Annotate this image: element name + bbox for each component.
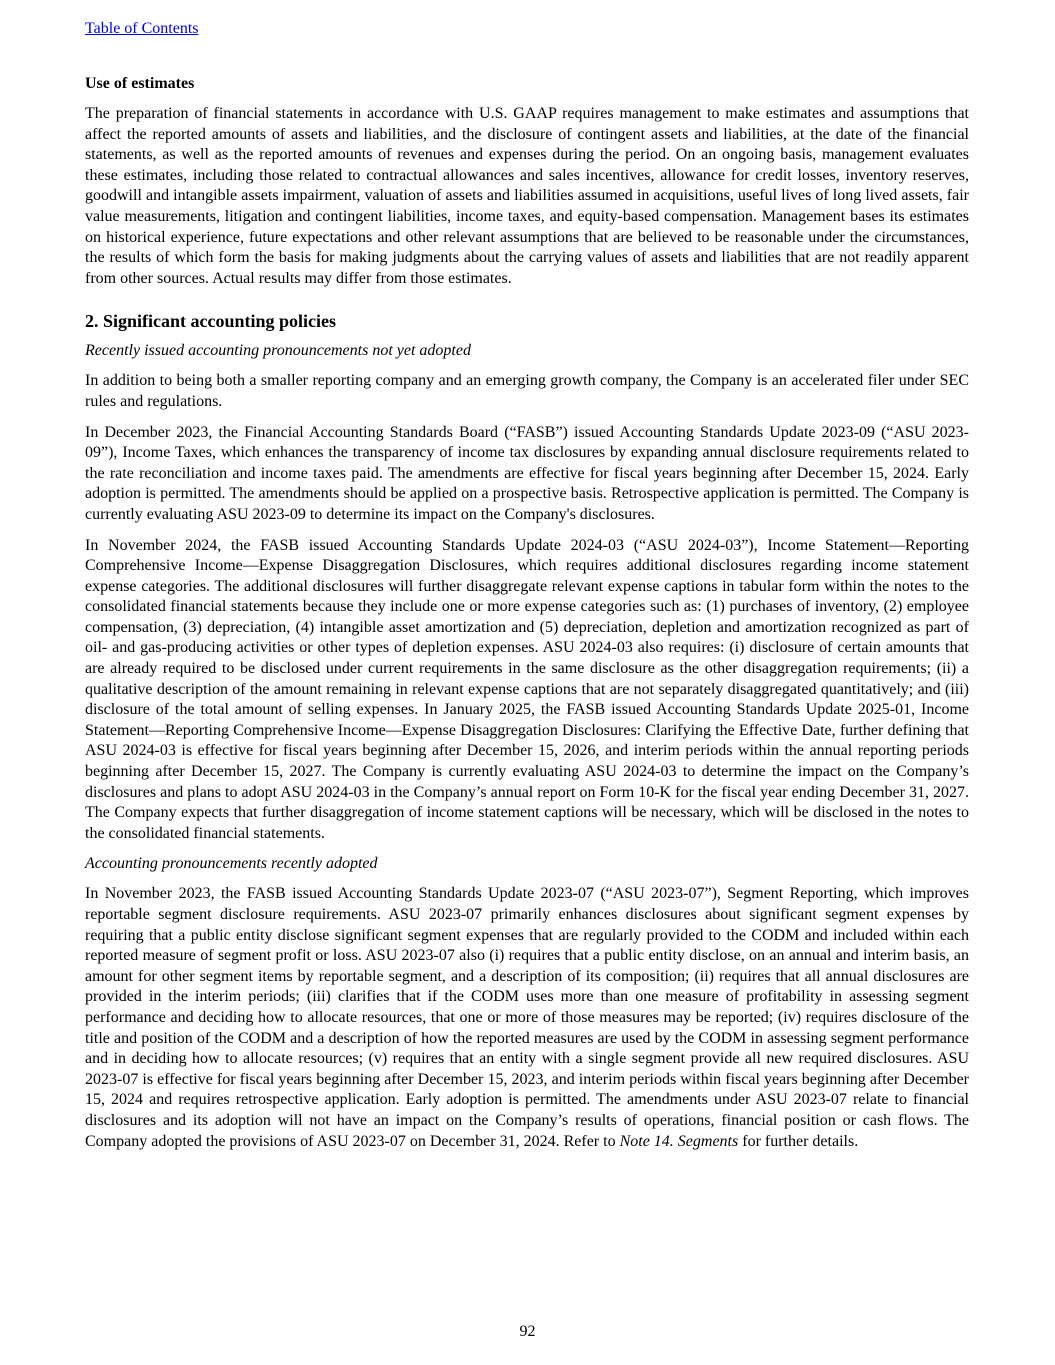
asu-2023-09-paragraph: In December 2023, the Financial Accounting Standards Board (“FASB”) issued Accounting Standards Update 2023-09 (“ASU 2023-09”), Income Taxes, which enhances the transparency of income tax disclosures by expanding annual disclosure requirements related to the rate reconciliation and income taxes paid. The amendments are effective for fiscal years beginning after December 15, 2024. Early adoption is permitted. The amendments should be applied on a prospective basis. Retrospective application is permitted. The Company is currently evaluating ASU 2023-09 to determine its impact on the Company's disclosures. [85, 423, 969, 523]
asu-2023-07-paragraph [85, 884, 969, 1152]
not-yet-adopted-heading: Recently issued accounting pronouncements not yet adopted [85, 342, 471, 360]
significant-accounting-policies-heading: 2. Significant accounting policies [85, 311, 337, 332]
recently-adopted-heading: Accounting pronouncements recently adopted [85, 855, 378, 873]
asu-2023-07-text: In November 2023, the FASB issued Accounting Standards Update 2023-07 (“ASU 2023-07”), Segment Reporting, which improves reportable segment disclosure requirements. ASU 2023-07 primarily enhances disclosures about significant segment expenses by requiring that a public entity disclose significant segment expenses that are regularly provided to the CODM and included within each reported measure of segment profit or loss. ASU 2023-07 also (i) requires that a public entity disclose, on an annual and interim basis, an amount for other segment items by reportable segment, and a description of its composition; (ii) requires that all annual disclosures are provided in the interim periods; (iii) clarifies that if the CODM uses more than one measure of profitability in assessing segment performance and deciding how to allocate resources, that one or more of those measures may be reported; (iv) requires disclosure of the title and position of the CODM and a description of how the reported measures are used by the CODM in assessing segment performance and in deciding how to allocate resources; (v) requires that an entity with a single segment provide all new required disclosures. ASU 2023-07 is effective for fiscal years beginning after December 15, 2023, and interim periods within fiscal years beginning after December 15, 2024 and requires retrospective application. Early adoption is permitted. The amendments under ASU 2023-07 relate to financial disclosures and its adoption will not have an impact on the Company’s results of operations, financial position or cash flows. The Company adopted the provisions of ASU 2023-07 on December 31, 2024. Refer to [85, 885, 969, 1150]
document-body [85, 74, 969, 1162]
table-of-contents-link[interactable]: Table of Contents [85, 20, 199, 37]
asu-2024-03-paragraph: In November 2024, the FASB issued Accounting Standards Update 2024-03 (“ASU 2024-03”), Income Statement—Reporting Comprehensive Income—Expense Disaggregation Disclosures, which requires additional disclosures regarding income statement expense categories. The additional disclosures will further disaggregate relevant expense captions in tabular form within the notes to the consolidated financial statements because they include one or more expense categories such as: (1) purchases of inventory, (2) employee compensation, (3) depreciation, (4) intangible asset amortization and (5) depreciation, depletion and amortization recognized as part of oil- and gas-producing activities or other types of depletion expenses. ASU 2024-03 also requires: (i) disclosure of certain amounts that are already required to be disclosed under current requirements in the same disclosure as the other disaggregation requirements; (ii) a qualitative description of the amount remaining in relevant expense captions that are not separately disaggregated quantitatively; and (iii) disclosure of the total amount of selling expenses. In January 2025, the FASB issued Accounting Standards Update 2025-01, Income Statement—Reporting Comprehensive Income—Expense Disaggregation Disclosures: Clarifying the Effective Date, further defining that ASU 2024-03 is effective for fiscal years beginning after December 15, 2026, and interim periods within the annual reporting periods beginning after December 15, 2027. The Company is currently evaluating ASU 2024-03 to determine the impact on the Company’s disclosures and plans to adopt ASU 2024-03 in the Company’s annual report on Form 10-K for the fiscal year ending December 31, 2027. The Company expects that further disaggregation of income statement captions will be necessary, which will be disclosed in the notes to the consolidated financial statements. [85, 536, 969, 842]
asu-2023-07-tail: for further details. [738, 1132, 859, 1150]
use-of-estimates-heading: Use of estimates [85, 75, 195, 92]
page-number: 92 [519, 1323, 536, 1340]
note-14-segments-reference: Note 14. Segments [619, 1132, 739, 1150]
filer-status-paragraph: In addition to being both a smaller reporting company and an emerging growth company, the Company is an accelerated filer under SEC rules and regulations. [85, 372, 969, 410]
use-of-estimates-paragraph: The preparation of financial statements in accordance with U.S. GAAP requires management to make estimates and assumptions that affect the reported amounts of assets and liabilities, and the disclosure of contingent assets and liabilities, at the date of the financial statements, as well as the reported amounts of revenues and expenses during the period. On an ongoing basis, management evaluates these estimates, including those related to contractual allowances and sales incentives, allowance for credit losses, inventory reserves, goodwill and intangible assets impairment, valuation of assets and liabilities assumed in acquisitions, useful lives of long lived assets, fair value measurements, litigation and contingent liabilities, income taxes, and equity-based compensation. Management bases its estimates on historical experience, future expectations and other relevant assumptions that are believed to be reasonable under the circumstances, the results of which form the basis for making judgments about the carrying values of assets and liabilities that are not readily apparent from other sources. Actual results may differ from those estimates. [85, 105, 969, 287]
